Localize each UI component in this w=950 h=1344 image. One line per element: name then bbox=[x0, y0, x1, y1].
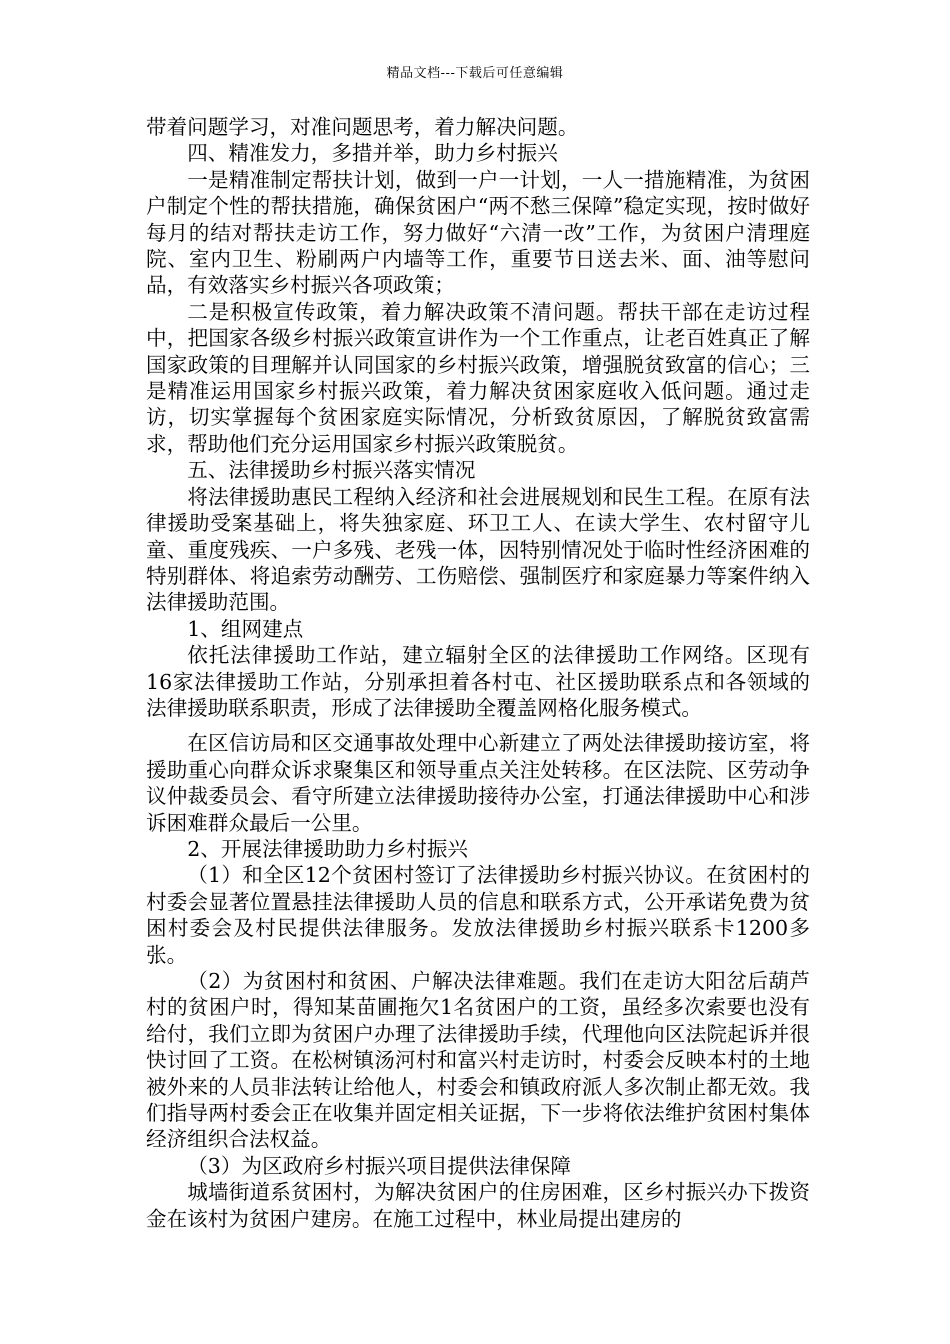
paragraph: 城墙街道系贫困村，为解决贫困户的住房困难，区乡村振兴办下拨资金在该村为贫困户建房。在施工过程中，林业局提出建房的 bbox=[146, 1180, 810, 1231]
paragraph: 将法律援助惠民工程纳入经济和社会进展规划和民生工程。在原有法律援助受案基础上，将失独家庭、环卫工人、在读大学生、农村留守儿童、重度残疾、一户多残、老残一体，因特别情况处于临时性经济困难的特别群体、将追索劳动酬劳、工伤赔偿、强制医疗和家庭暴力等案件纳入法律援助范围。 bbox=[146, 484, 810, 615]
section-heading: 五、法律援助乡村振兴落实情况 bbox=[187, 458, 476, 483]
subsection-heading: 1、组网建点 bbox=[187, 616, 304, 641]
paragraph: 二是积极宣传政策，着力解决政策不清问题。帮扶干部在走访过程中，把国家各级乡村振兴政策宣讲作为一个工作重点，让老百姓真正了解国家政策的目理解并认同国家的乡村振兴政策，增强脱贫致富的信心；三是精准运用国家乡村振兴政策，着力解决贫困家庭收入低问题。通过走访，切实掌握每个贫困家庭实际情况，分析致贫原因，了解脱贫致富需求，帮助他们充分运用国家乡村振兴政策脱贫。 bbox=[146, 299, 810, 456]
paragraph: 一是精准制定帮扶计划，做到一户一计划，一人一措施精准，为贫困户制定个性的帮扶措施，确保贫困户“两不愁三保障”稳定实现，按时做好每月的结对帮扶走访工作，努力做好“六清一改”工作，为贫困户清理庭院、室内卫生、粉刷两户内墙等工作，重要节日送去米、面、油等慰问品，有效落实乡村振兴各项政策； bbox=[146, 167, 810, 298]
page-header: 精品文档---下载后可任意编辑 bbox=[386, 66, 564, 81]
paragraph: （1）和全区12个贫困村签订了法律援助乡村振兴协议。在贫困村的村委会显著位置悬挂法律援助人员的信息和联系方式，公开承诺免费为贫困村委会及村民提供法律服务。发放法律援助乡村振兴联系卡1200多张。 bbox=[146, 863, 810, 967]
paragraph: 带着问题学习，对准问题思考，着力解决问题。 bbox=[146, 115, 579, 139]
paragraph: （2）为贫困村和贫困、户解决法律难题。我们在走访大阳岔后葫芦村的贫困户时，得知某苗圃拖欠1名贫困户的工资，虽经多次索要也没有给付，我们立即为贫困户办理了法律援助手续，代理他向区法院起诉并很快讨回了工资。在松树镇汤河村和富兴村走访时，村委会反映本村的土地被外来的人员非法转让给他人，村委会和镇政府派人多次制止都无效。我们指导两村委会正在收集并固定相关证据，下一步将依法维护贫困村集体经济组织合法权益。 bbox=[146, 969, 810, 1152]
subsection-heading: 2、开展法律援助助力乡村振兴 bbox=[187, 836, 469, 861]
document-body bbox=[146, 114, 810, 1232]
section-heading: 四、精准发力，多措并举，助力乡村振兴 bbox=[187, 141, 558, 166]
paragraph: 依托法律援助工作站，建立辐射全区的法律援助工作网络。区现有16家法律援助工作站，分别承担着各村屯、社区援助联系点和各领域的法律援助联系职责，形成了法律援助全覆盖网格化服务模式。 bbox=[146, 643, 810, 720]
subsection-heading: （3）为区政府乡村振兴项目提供法律保障 bbox=[187, 1153, 571, 1178]
paragraph: 在区信访局和区交通事故处理中心新建立了两处法律援助接访室，将援助重心向群众诉求聚集区和领导重点关注处转移。在区法院、区劳动争议仲裁委员会、看守所建立法律援助接待办公室，打通法律援助中心和涉诉困难群众最后一公里。 bbox=[146, 731, 810, 835]
